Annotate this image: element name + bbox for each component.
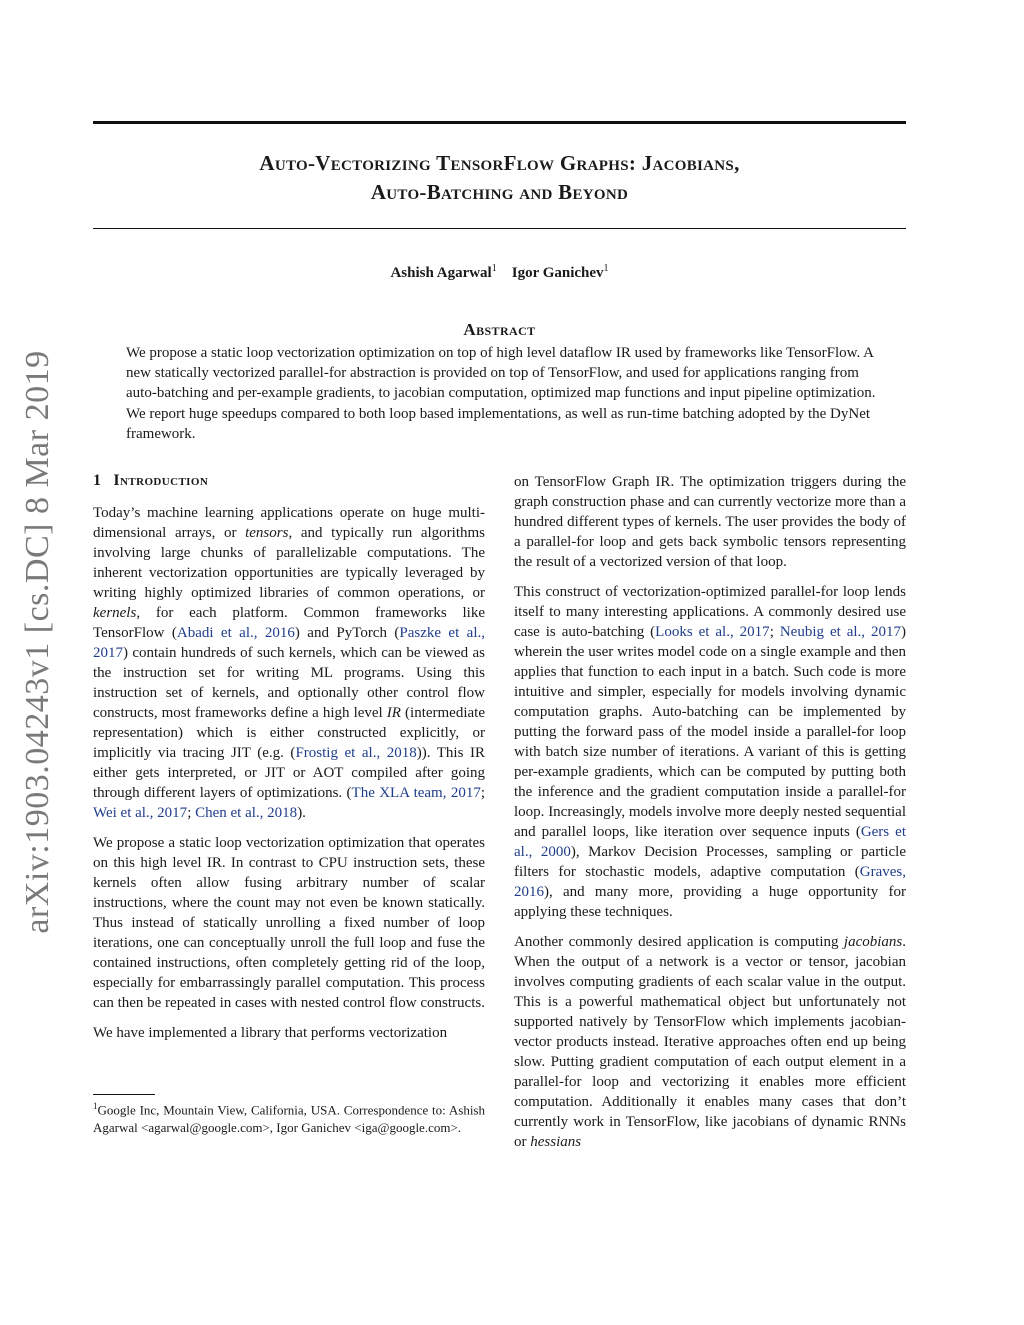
paper-title-line2: Auto-Batching and Beyond	[370, 180, 629, 204]
citation-link[interactable]: The XLA team, 2017	[351, 785, 481, 801]
paragraph: This construct of vectorization-optimized parallel-for loop lends itself to many interesting applications. A commonly desired use case is auto-batching (Looks et al., 2017; Neubig et al., 2017) wherein the user writes model code on a single example and then applies that function to each input in a batch. Such code is more intuitive and simpler, especially for models involving dynamic computation graphs. Auto-batching can be implemented by putting the forward pass of the model inside a parallel-for loop with batch size number of iterations. A variant of this is getting per-example gradients, which can be computed by putting both the inference and the gradient computation inside a parallel-for loop. Increasingly, models involve more deeply nested sequential and parallel loops, like iteration over sequence inputs (Gers et al., 2000), Markov Decision Processes, sampling or particle filters for stochastic models, adaptive computation (Graves, 2016), and many more, providing a huge opportunity for applying these techniques.	[514, 584, 907, 920]
paragraph: We have implemented a library that performs vectorization	[93, 1025, 448, 1041]
citation-link[interactable]: Gers et al., 2000	[514, 824, 906, 860]
section-title: Introduction	[113, 472, 209, 489]
citation-link[interactable]: Paszke et al., 2017	[93, 625, 485, 661]
citation-link[interactable]: Abadi et al., 2016	[176, 625, 295, 641]
author-affiliation: 1	[603, 263, 609, 274]
footnote-rule	[93, 1094, 155, 1095]
footnote-text: Google Inc, Mountain View, California, USA. Correspondence to: Ashish Agarwal <agarwal@google.com>, Igor Ganichev <iga@google.com>.	[93, 1102, 485, 1135]
abstract-text: We propose a static loop vectorization optimization on top of high level dataflow IR used by frameworks like TensorFlow. A new statically vectorized parallel-for abstraction is provided on top of TensorFlow, and used for applications ranging from auto-batching and per-example gradients, to jacobian computation, optimized map functions and input pipeline optimization. We report huge speedups compared to both loop based implementations, as well as run-time batching adopted by the DyNet framework.	[126, 345, 876, 442]
title-top-rule	[93, 121, 906, 124]
paragraph: on TensorFlow Graph IR. The optimization triggers during the graph construction phase and can currently vectorize more than a hundred different types of kernels. The user provides the body of a parallel-for loop and gets back symbolic tensors representing the result of a vectorized version of that loop.	[514, 474, 906, 570]
author-name: Ashish Agarwal	[390, 265, 492, 281]
paragraph: Today’s machine learning applications operate on huge multi-dimensional arrays, or tensors, and typically run algorithms involving large chunks of parallelizable computations. The inherent vectorization opportunities are typically leveraged by writing highly optimized libraries of common operations, or kernels, for each platform. Common frameworks like TensorFlow (Abadi et al., 2016) and PyTorch (Paszke et al., 2017) contain hundreds of such kernels, which can be viewed as the instruction set for writing ML programs. Using this instruction set of kernels, and optionally other control flow constructs, most frameworks define a high level IR (intermediate representation) which is either constructed explicitly, or implicitly via tracing JIT (e.g. (Frostig et al., 2018)). This IR either gets interpreted, or JIT or AOT compiled after going through different layers of optimizations. (The XLA team, 2017; Wei et al., 2017; Chen et al., 2018).	[93, 505, 485, 821]
paper-title-line1: Auto-Vectorizing TensorFlow Graphs: Jacobians,	[259, 151, 740, 175]
citation-link[interactable]: Chen et al., 2018	[195, 805, 298, 821]
author-list	[93, 263, 906, 282]
footnote-mark: 1	[93, 1101, 98, 1111]
paragraph: Another commonly desired application is computing jacobians. When the output of a network is a vector or tensor, jacobian involves computing gradients of each scalar value in the output. This is a powerful mathematical object but unfortunately not supported natively by TensorFlow which implements jacobian-vector products instead. Iterative approaches often end up being slow. Putting gradient computation of each output element in a parallel-for loop and vectorizing it enables more efficient computation. Additionally it enables many cases that don’t currently work in TensorFlow, like jacobians of dynamic RNNs or hessians	[514, 934, 906, 1150]
right-column	[514, 472, 906, 1162]
citation-link[interactable]: Looks et al., 2017	[655, 624, 770, 640]
citation-link[interactable]: Frostig et al., 2018	[295, 745, 417, 761]
left-column	[93, 471, 485, 1053]
author-name: Igor Ganichev	[511, 265, 604, 281]
footnote	[93, 1098, 485, 1136]
citation-link[interactable]: Wei et al., 2017	[93, 805, 188, 821]
title-bottom-rule	[93, 228, 906, 229]
abstract-heading: Abstract	[463, 320, 536, 339]
citation-link[interactable]: Graves, 2016	[514, 864, 906, 900]
section-heading	[93, 471, 485, 491]
section-number: 1	[93, 472, 102, 489]
citation-link[interactable]: Neubig et al., 2017	[779, 624, 902, 640]
paragraph: We propose a static loop vectorization optimization that operates on this high level IR. In contrast to CPU instruction sets, these kernels often allow fusing arbitrary number of scalar instructions, where the count may not even be known statically. Thus instead of statically unrolling a fixed number of loop iterations, one can conceptually unroll the full loop and fuse the contained instructions, often completely getting rid of the loop, especially for embarrassingly parallel computation. This process can then be repeated in cases with nested control flow constructs.	[93, 835, 485, 1011]
arxiv-stamp: arXiv:1903.04243v1 [cs.DC] 8 Mar 2019	[19, 350, 56, 934]
author-affiliation: 1	[491, 263, 497, 274]
